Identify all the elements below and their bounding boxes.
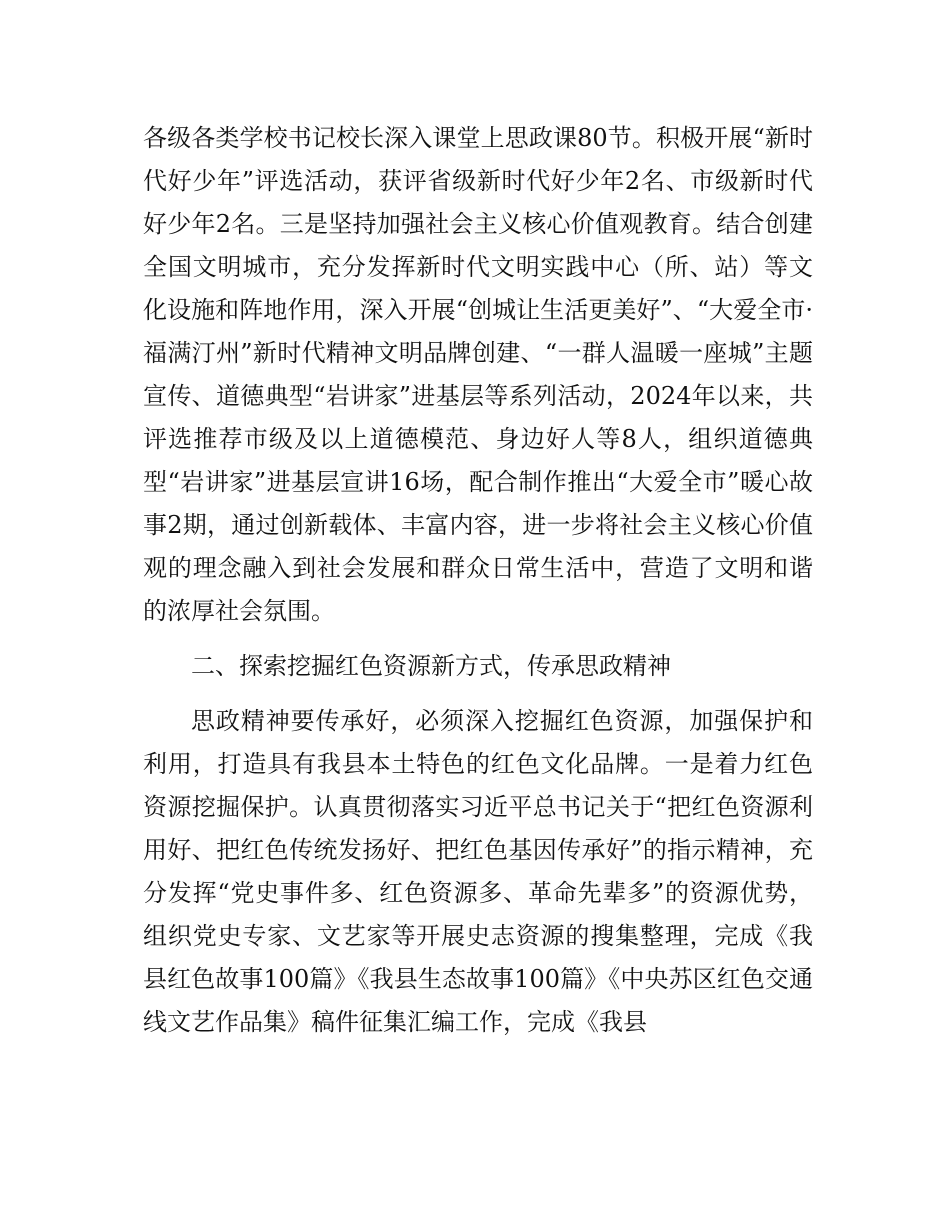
document-body: [143, 117, 813, 1044]
section-heading: 二、探索挖掘红色资源新方式，传承思政精神: [191, 652, 671, 680]
paragraph-body: 思政精神要传承好，必须深入挖掘红色资源，加强保护和利用，打造具有我县本土特色的红色文化品牌。一是着力红色资源挖掘保护。认真贯彻落实习近平总书记关于“把红色资源利用好、把红色传统发扬好、把红色基因传承好”的指示精神，充分发挥“党史事件多、红色资源多、革命先辈多”的资源优势，组织党史专家、文艺家等开展史志资源的搜集整理，完成《我县红色故事100篇》《我县生态故事100篇》《中央苏区红色交通线文艺作品集》稿件征集汇编工作，完成《我县: [143, 707, 813, 1036]
paragraph-continuation: 各级各类学校书记校长深入课堂上思政课80节。积极开展“新时代好少年”评选活动，获评省级新时代好少年2名、市级新时代好少年2名。三是坚持加强社会主义核心价值观教育。结合创建全国文明城市，充分发挥新时代文明实践中心（所、站）等文化设施和阵地作用，深入开展“创城让生活更美好”、“大爱全市·福满汀州”新时代精神文明品牌创建、“一群人温暖一座城”主题宣传、道德典型“岩讲家”进基层等系列活动，2024年以来，共评选推荐市级及以上道德模范、身边好人等8人，组织道德典型“岩讲家”进基层宣讲16场，配合制作推出“大爱全市”暖心故事2期，通过创新载体、丰富内容，进一步将社会主义核心价值观的理念融入到社会发展和群众日常生活中，营造了文明和谐的浓厚社会氛围。: [143, 124, 813, 625]
